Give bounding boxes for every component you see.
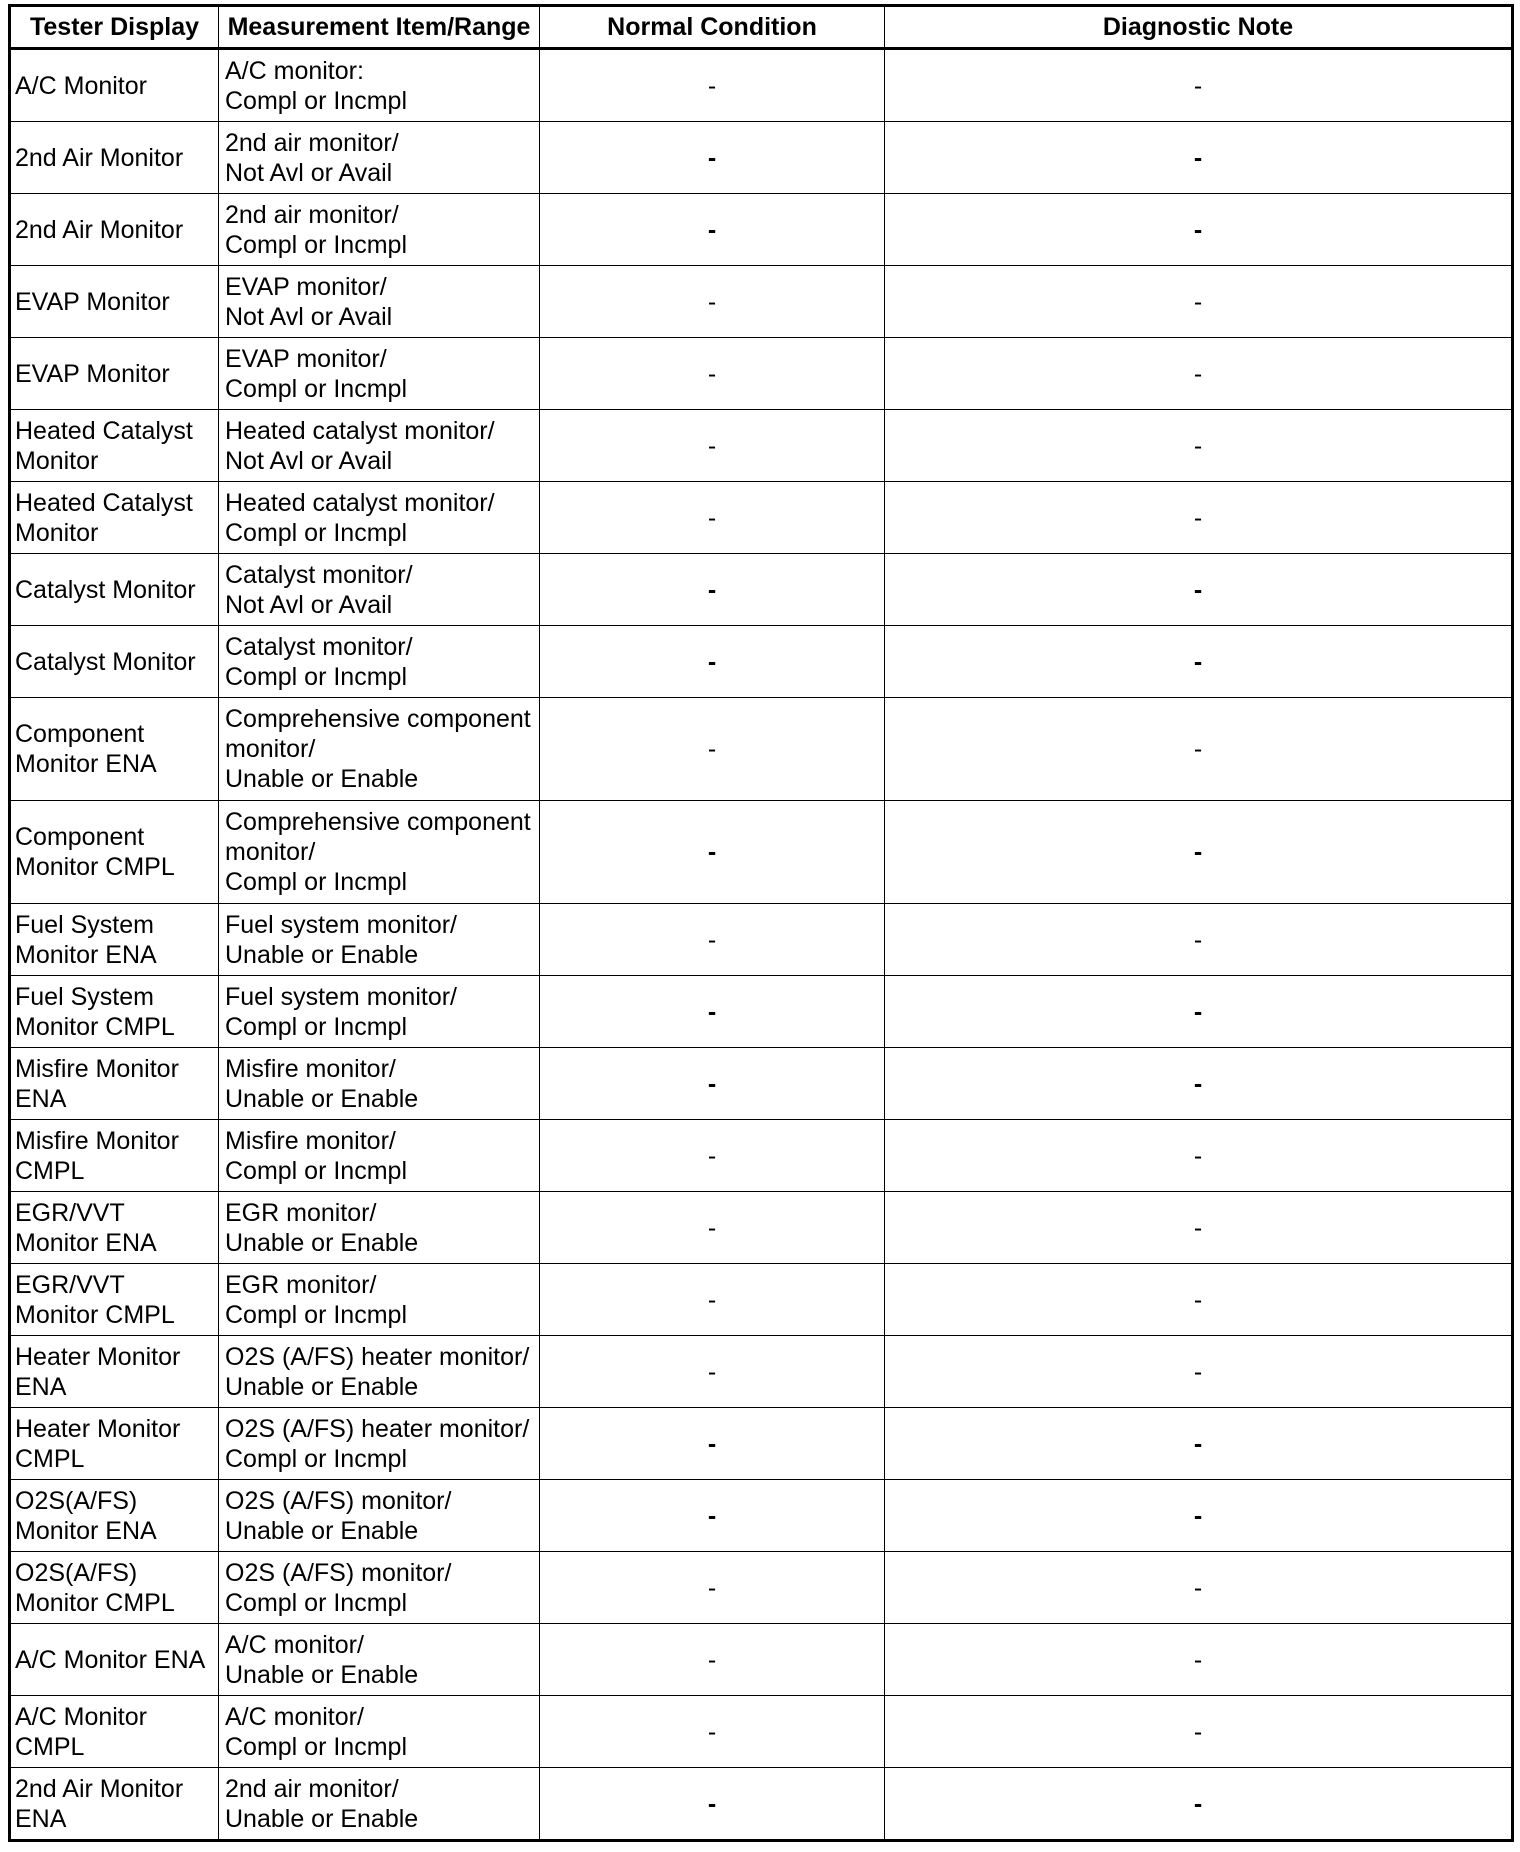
normal-condition-cell	[540, 266, 885, 338]
normal-condition-cell	[540, 1048, 885, 1120]
table-row	[10, 801, 1513, 904]
diagnostic-note-cell-text: -	[1193, 143, 1203, 172]
measurement-item-cell	[219, 194, 540, 266]
table-row	[10, 1768, 1513, 1841]
tester-display-cell	[10, 626, 219, 698]
diagnostic-note-cell	[885, 554, 1513, 626]
normal-condition-cell-text: -	[707, 1141, 717, 1170]
measurement-item-cell	[219, 1120, 540, 1192]
table-row	[10, 1480, 1513, 1552]
diagnostic-note-cell-text: -	[1193, 71, 1203, 100]
diagnostic-note-cell-text: -	[1193, 1141, 1203, 1170]
normal-condition-cell	[540, 626, 885, 698]
measurement-item-cell-text: O2S (A/FS) monitor/ Compl or Incmpl	[225, 1558, 452, 1617]
measurement-item-cell-text: EGR monitor/ Compl or Incmpl	[225, 1270, 407, 1329]
diagnostic-note-cell	[885, 1336, 1513, 1408]
tester-display-cell	[10, 1768, 219, 1841]
diagnostic-note-cell-text: -	[1193, 925, 1203, 954]
tester-display-cell	[10, 801, 219, 904]
diagnostic-note-cell	[885, 1120, 1513, 1192]
diagnostic-note-cell-text: -	[1193, 575, 1203, 604]
normal-condition-cell	[540, 1768, 885, 1841]
measurement-item-cell-text: O2S (A/FS) heater monitor/ Unable or Enable	[225, 1342, 530, 1401]
tester-display-cell-text: A/C Monitor ENA	[15, 1645, 206, 1674]
normal-condition-cell-text: -	[707, 503, 717, 532]
measurement-item-cell-text: O2S (A/FS) monitor/ Unable or Enable	[225, 1486, 452, 1545]
measurement-item-cell	[219, 1048, 540, 1120]
measurement-item-cell-text: 2nd air monitor/ Compl or Incmpl	[225, 200, 407, 259]
measurement-item-cell	[219, 976, 540, 1048]
table-row	[10, 338, 1513, 410]
measurement-item-cell-text: A/C monitor/ Compl or Incmpl	[225, 1702, 407, 1761]
header-normal-condition: Normal Condition	[540, 6, 885, 49]
measurement-item-cell	[219, 1264, 540, 1336]
tester-display-cell-text: 2nd Air Monitor	[15, 143, 184, 172]
measurement-item-cell	[219, 1624, 540, 1696]
tester-display-cell	[10, 482, 219, 554]
tester-display-cell-text: Misfire Monitor CMPL	[15, 1126, 179, 1185]
measurement-item-cell	[219, 1480, 540, 1552]
normal-condition-cell-text: -	[707, 1717, 717, 1746]
tester-display-cell	[10, 976, 219, 1048]
table-row	[10, 266, 1513, 338]
tester-display-cell	[10, 194, 219, 266]
table-row	[10, 122, 1513, 194]
tester-display-cell	[10, 1624, 219, 1696]
measurement-item-cell-text: Misfire monitor/ Compl or Incmpl	[225, 1126, 407, 1185]
diagnostic-note-cell-text: -	[1193, 287, 1203, 316]
table-row	[10, 626, 1513, 698]
measurement-item-cell-text: A/C monitor/ Unable or Enable	[225, 1630, 419, 1689]
diagnostic-note-cell	[885, 698, 1513, 801]
measurement-item-cell	[219, 626, 540, 698]
measurement-item-cell-text: Heated catalyst monitor/ Not Avl or Avail	[225, 416, 495, 475]
diagnostic-note-cell	[885, 1768, 1513, 1841]
normal-condition-cell	[540, 194, 885, 266]
diagnostic-note-cell	[885, 122, 1513, 194]
table-row	[10, 1192, 1513, 1264]
diagnostic-note-cell-text: -	[1193, 431, 1203, 460]
normal-condition-cell-text: -	[707, 71, 717, 100]
normal-condition-cell	[540, 1480, 885, 1552]
normal-condition-cell	[540, 1408, 885, 1480]
header-diagnostic-note: Diagnostic Note	[885, 6, 1513, 49]
diagnostic-note-cell	[885, 1264, 1513, 1336]
normal-condition-cell	[540, 1696, 885, 1768]
table-row	[10, 554, 1513, 626]
table-body	[10, 49, 1513, 1841]
diagnostic-note-cell	[885, 194, 1513, 266]
tester-display-cell-text: Heated Catalyst Monitor	[15, 416, 193, 475]
normal-condition-cell	[540, 49, 885, 122]
tester-display-cell	[10, 338, 219, 410]
normal-condition-cell	[540, 976, 885, 1048]
normal-condition-cell-text: -	[707, 431, 717, 460]
normal-condition-cell-text: -	[707, 575, 717, 604]
tester-display-cell-text: Component Monitor CMPL	[15, 823, 175, 881]
diagnostic-note-cell-text: -	[1193, 647, 1203, 676]
diagnostic-note-cell	[885, 1552, 1513, 1624]
measurement-item-cell-text: Catalyst monitor/ Compl or Incmpl	[225, 632, 413, 691]
tester-display-cell-text: 2nd Air Monitor	[15, 215, 184, 244]
table-row	[10, 1696, 1513, 1768]
tester-display-cell-text: Heater Monitor CMPL	[15, 1414, 181, 1473]
tester-display-cell	[10, 1480, 219, 1552]
tester-display-cell-text: Component Monitor ENA	[15, 720, 157, 778]
measurement-item-cell	[219, 266, 540, 338]
measurement-item-cell	[219, 1696, 540, 1768]
tester-display-cell	[10, 1552, 219, 1624]
tester-display-cell	[10, 266, 219, 338]
table-row	[10, 194, 1513, 266]
tester-display-cell-text: EVAP Monitor	[15, 359, 170, 388]
normal-condition-cell	[540, 1120, 885, 1192]
normal-condition-cell	[540, 554, 885, 626]
tester-display-cell-text: EGR/VVT Monitor ENA	[15, 1198, 157, 1257]
tester-display-cell	[10, 1120, 219, 1192]
measurement-item-cell-text: EVAP monitor/ Not Avl or Avail	[225, 272, 393, 331]
measurement-item-cell-text: O2S (A/FS) heater monitor/ Compl or Incmpl	[225, 1414, 530, 1473]
header-measurement-item: Measurement Item/Range	[219, 6, 540, 49]
normal-condition-cell	[540, 1552, 885, 1624]
diagnostic-note-cell	[885, 1624, 1513, 1696]
measurement-item-cell-text: Comprehensive component monitor/ Unable or Enable	[225, 705, 531, 793]
measurement-item-cell	[219, 1408, 540, 1480]
normal-condition-cell-text: -	[707, 359, 717, 388]
diagnostic-note-cell-text: -	[1193, 1789, 1203, 1818]
tester-display-cell	[10, 1408, 219, 1480]
tester-display-cell-text: O2S(A/FS) Monitor ENA	[15, 1486, 157, 1545]
table-row	[10, 49, 1513, 122]
normal-condition-cell-text: -	[707, 1213, 717, 1242]
diagnostic-note-cell	[885, 1192, 1513, 1264]
table-row	[10, 1336, 1513, 1408]
measurement-item-cell	[219, 482, 540, 554]
measurement-item-cell-text: Fuel system monitor/ Unable or Enable	[225, 910, 458, 969]
tester-display-cell-text: Misfire Monitor ENA	[15, 1054, 179, 1113]
table-row	[10, 482, 1513, 554]
tester-display-cell	[10, 1264, 219, 1336]
diagnostic-note-cell	[885, 976, 1513, 1048]
diagnostic-note-cell-text: -	[1193, 1645, 1203, 1674]
diagnostic-note-cell	[885, 904, 1513, 976]
diagnostic-note-cell	[885, 1696, 1513, 1768]
tester-display-cell-text: EVAP Monitor	[15, 287, 170, 316]
diagnostic-note-cell-text: -	[1193, 1573, 1203, 1602]
normal-condition-cell	[540, 1624, 885, 1696]
measurement-item-cell	[219, 904, 540, 976]
normal-condition-cell	[540, 801, 885, 904]
normal-condition-cell-text: -	[707, 1429, 717, 1458]
measurement-item-cell	[219, 410, 540, 482]
table-row	[10, 1048, 1513, 1120]
normal-condition-cell-text: -	[707, 143, 717, 172]
header-row	[10, 6, 1513, 49]
measurement-item-cell-text: 2nd air monitor/ Not Avl or Avail	[225, 128, 399, 187]
tester-display-cell	[10, 49, 219, 122]
measurement-item-cell	[219, 338, 540, 410]
diagnostic-note-cell-text: -	[1193, 215, 1203, 244]
table-row	[10, 976, 1513, 1048]
table-row	[10, 1624, 1513, 1696]
normal-condition-cell-text: -	[707, 1789, 717, 1818]
normal-condition-cell-text: -	[707, 1069, 717, 1098]
normal-condition-cell	[540, 338, 885, 410]
measurement-item-cell-text: EGR monitor/ Unable or Enable	[225, 1198, 419, 1257]
tester-display-cell-text: A/C Monitor CMPL	[15, 1702, 147, 1761]
diagnostic-note-cell	[885, 482, 1513, 554]
tester-display-cell-text: EGR/VVT Monitor CMPL	[15, 1270, 175, 1329]
measurement-item-cell-text: 2nd air monitor/ Unable or Enable	[225, 1774, 419, 1833]
measurement-item-cell-text: Fuel system monitor/ Compl or Incmpl	[225, 982, 458, 1041]
normal-condition-cell-text: -	[707, 1501, 717, 1530]
normal-condition-cell	[540, 698, 885, 801]
normal-condition-cell-text: -	[707, 1573, 717, 1602]
tester-display-cell-text: Heater Monitor ENA	[15, 1342, 181, 1401]
measurement-item-cell	[219, 1336, 540, 1408]
table-row	[10, 698, 1513, 801]
measurement-item-cell-text: EVAP monitor/ Compl or Incmpl	[225, 344, 407, 403]
normal-condition-cell-text: -	[707, 647, 717, 676]
tester-display-cell	[10, 122, 219, 194]
diagnostic-note-cell	[885, 1408, 1513, 1480]
diagnostic-note-cell	[885, 1048, 1513, 1120]
measurement-item-cell	[219, 122, 540, 194]
diagnostic-note-cell	[885, 266, 1513, 338]
measurement-item-cell	[219, 801, 540, 904]
tester-display-cell-text: Fuel System Monitor ENA	[15, 910, 157, 969]
tester-display-cell	[10, 1192, 219, 1264]
normal-condition-cell-text: -	[707, 287, 717, 316]
table-row	[10, 1552, 1513, 1624]
diagnostic-note-cell-text: -	[1193, 1357, 1203, 1386]
table-row	[10, 904, 1513, 976]
normal-condition-cell	[540, 1192, 885, 1264]
tester-display-cell	[10, 1696, 219, 1768]
tester-display-cell	[10, 698, 219, 801]
measurement-item-cell	[219, 1768, 540, 1841]
diagnostic-note-cell-text: -	[1193, 1501, 1203, 1530]
diagnostic-note-cell-text: -	[1193, 997, 1203, 1026]
measurement-item-cell	[219, 554, 540, 626]
diagnostic-note-cell	[885, 49, 1513, 122]
measurement-item-cell-text: Catalyst monitor/ Not Avl or Avail	[225, 560, 413, 619]
diagnostic-note-cell-text: -	[1193, 1285, 1203, 1314]
tester-display-cell	[10, 554, 219, 626]
tester-display-cell-text: Heated Catalyst Monitor	[15, 488, 193, 547]
diagnostic-note-cell	[885, 410, 1513, 482]
tester-display-cell-text: A/C Monitor	[15, 71, 147, 100]
diagnostic-note-cell	[885, 801, 1513, 904]
normal-condition-cell	[540, 1264, 885, 1336]
diagnostic-note-cell-text: -	[1193, 503, 1203, 532]
normal-condition-cell-text: -	[707, 925, 717, 954]
diagnostic-note-cell-text: -	[1193, 1429, 1203, 1458]
tester-display-cell	[10, 904, 219, 976]
header-tester-display: Tester Display	[10, 6, 219, 49]
diagnostic-note-cell	[885, 338, 1513, 410]
tester-display-cell-text: O2S(A/FS) Monitor CMPL	[15, 1558, 175, 1617]
diagnostic-note-cell	[885, 1480, 1513, 1552]
measurement-item-cell	[219, 1192, 540, 1264]
tester-display-cell-text: Fuel System Monitor CMPL	[15, 982, 175, 1041]
tester-display-cell	[10, 410, 219, 482]
diagnostic-note-cell-text: -	[1193, 838, 1203, 866]
diagnostic-note-cell-text: -	[1193, 1717, 1203, 1746]
normal-condition-cell-text: -	[707, 1357, 717, 1386]
normal-condition-cell	[540, 904, 885, 976]
data-list-table	[8, 4, 1514, 1842]
normal-condition-cell	[540, 122, 885, 194]
tester-display-cell-text: Catalyst Monitor	[15, 647, 196, 676]
diagnostic-note-cell-text: -	[1193, 1213, 1203, 1242]
diagnostic-note-cell-text: -	[1193, 1069, 1203, 1098]
normal-condition-cell-text: -	[707, 1285, 717, 1314]
tester-display-cell-text: 2nd Air Monitor ENA	[15, 1774, 184, 1833]
table-row	[10, 1264, 1513, 1336]
tester-display-cell-text: Catalyst Monitor	[15, 575, 196, 604]
measurement-item-cell	[219, 698, 540, 801]
measurement-item-cell-text: Heated catalyst monitor/ Compl or Incmpl	[225, 488, 495, 547]
normal-condition-cell	[540, 410, 885, 482]
diagnostic-note-cell-text: -	[1193, 359, 1203, 388]
table-row	[10, 410, 1513, 482]
normal-condition-cell-text: -	[707, 838, 717, 866]
data-list-sheet	[8, 4, 1511, 1842]
tester-display-cell	[10, 1048, 219, 1120]
table-row	[10, 1120, 1513, 1192]
measurement-item-cell-text: A/C monitor: Compl or Incmpl	[225, 56, 407, 115]
measurement-item-cell	[219, 1552, 540, 1624]
normal-condition-cell-text: -	[707, 1645, 717, 1674]
diagnostic-note-cell-text: -	[1193, 735, 1203, 763]
tester-display-cell	[10, 1336, 219, 1408]
measurement-item-cell	[219, 49, 540, 122]
measurement-item-cell-text: Misfire monitor/ Unable or Enable	[225, 1054, 419, 1113]
normal-condition-cell-text: -	[707, 215, 717, 244]
measurement-item-cell-text: Comprehensive component monitor/ Compl or Incmpl	[225, 808, 531, 896]
normal-condition-cell	[540, 1336, 885, 1408]
normal-condition-cell-text: -	[707, 735, 717, 763]
normal-condition-cell	[540, 482, 885, 554]
normal-condition-cell-text: -	[707, 997, 717, 1026]
table-row	[10, 1408, 1513, 1480]
diagnostic-note-cell	[885, 626, 1513, 698]
